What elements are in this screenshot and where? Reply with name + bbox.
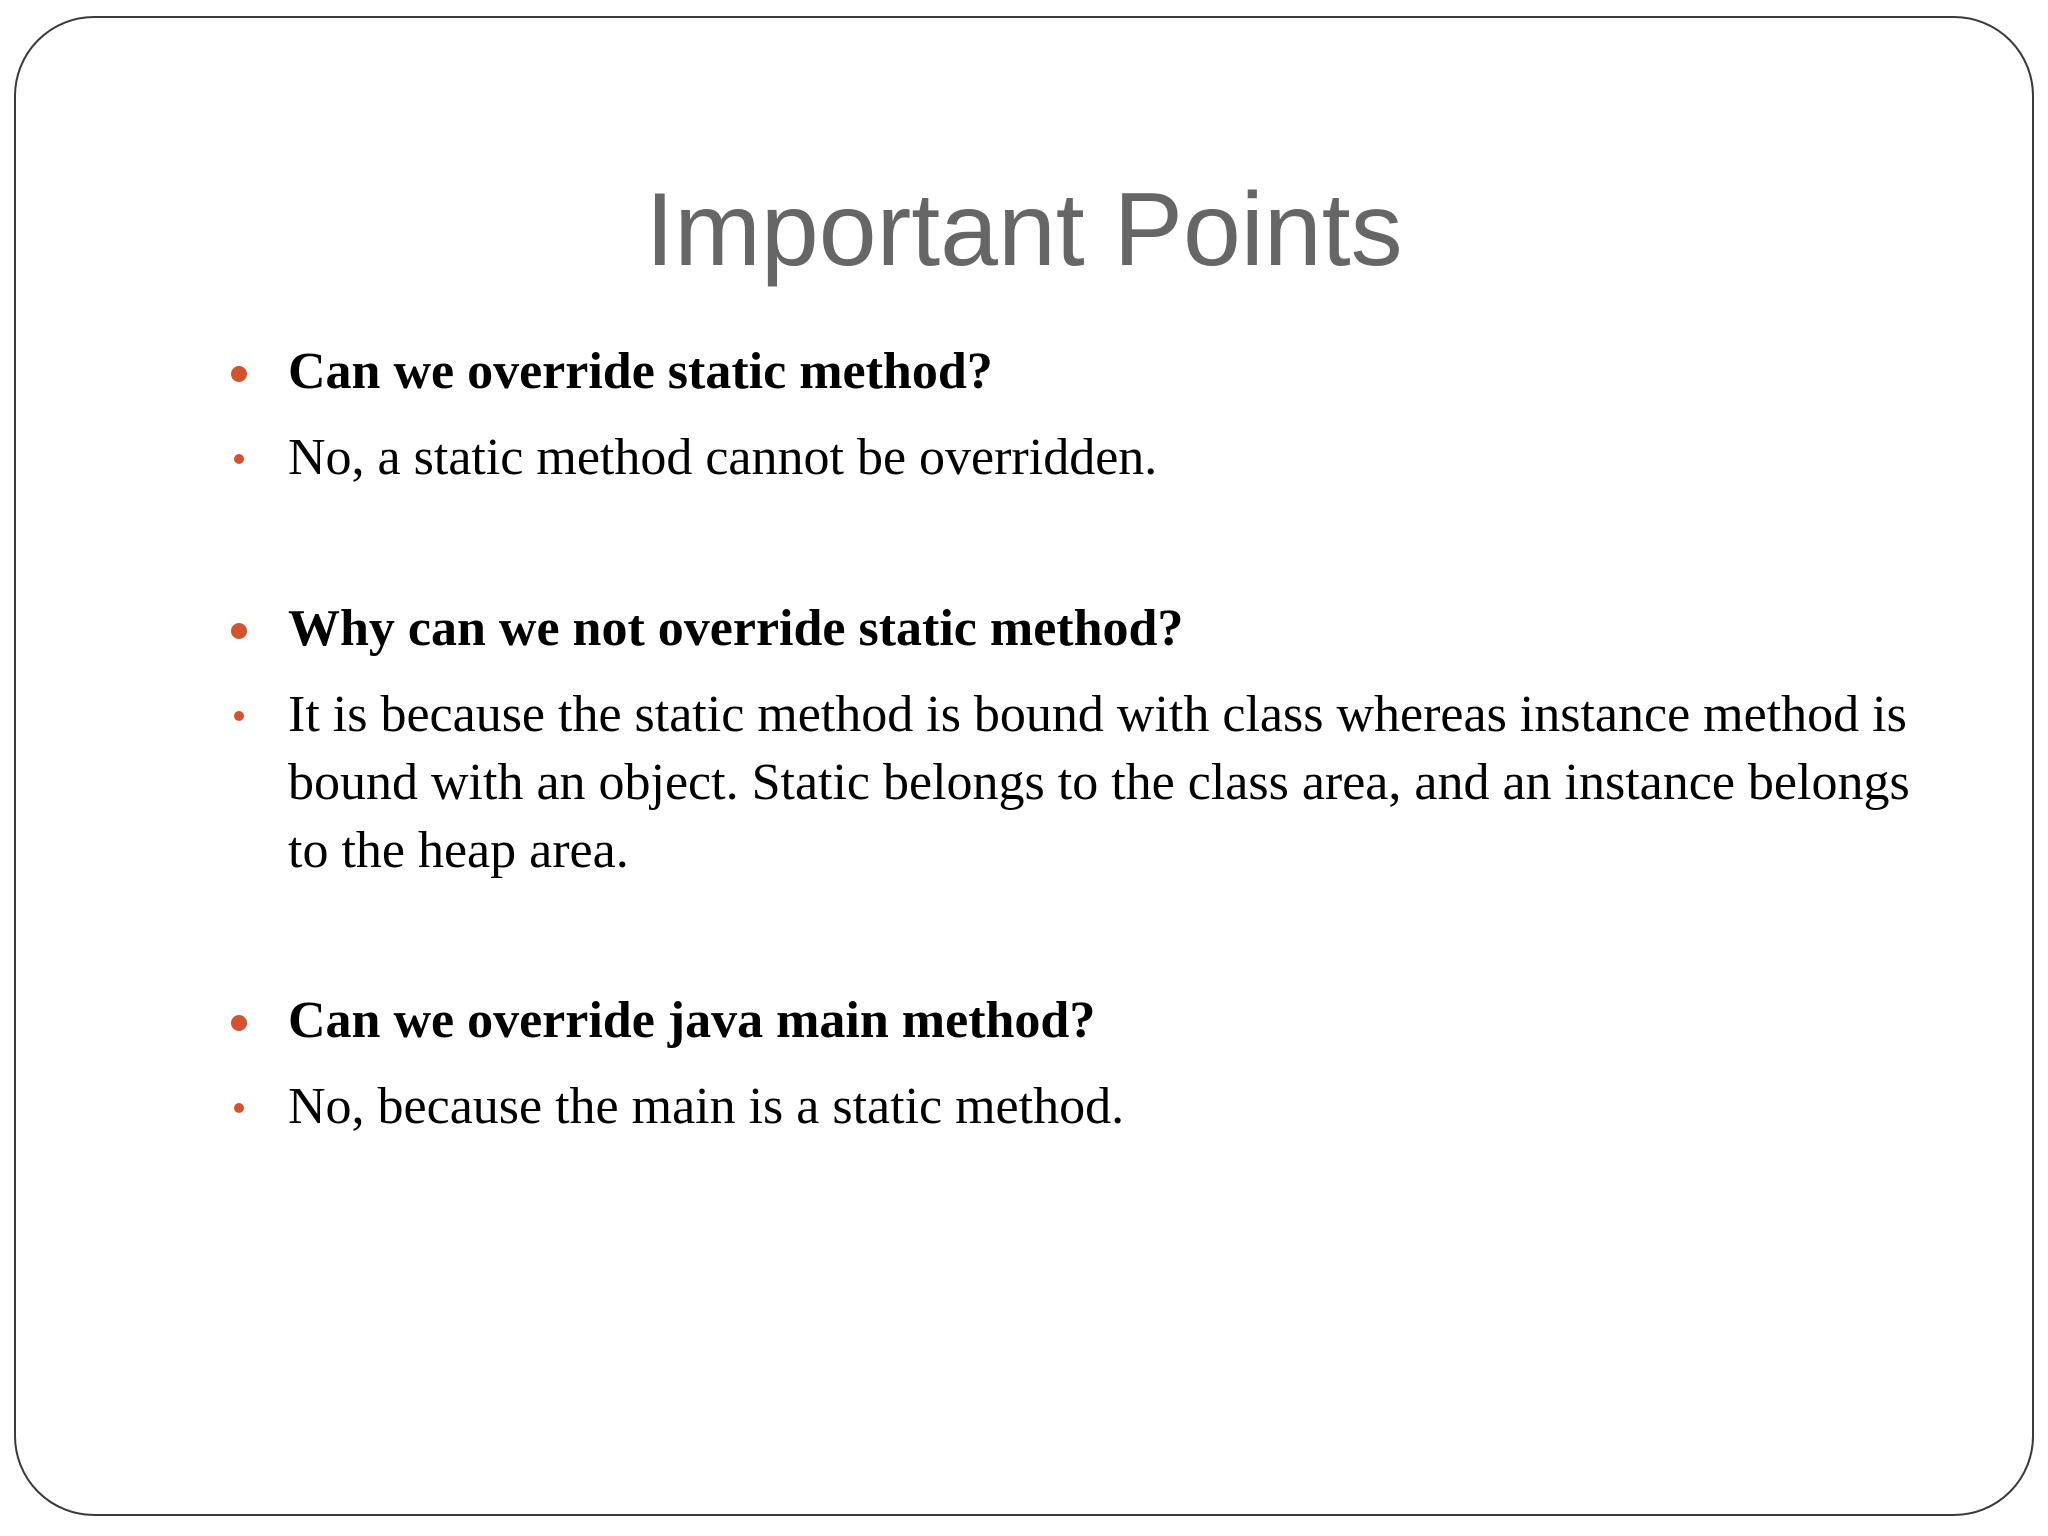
question-text: Can we override java main method?: [288, 992, 1096, 1049]
bullet-dot-icon: [231, 623, 247, 639]
question-item: [288, 595, 1928, 663]
answer-item: [288, 681, 1928, 885]
answer-item: [288, 1073, 1928, 1141]
question-item: [288, 987, 1928, 1055]
answer-text: No, a static method cannot be overridden.: [288, 429, 1158, 486]
question-text: Why can we not override static method?: [288, 600, 1184, 657]
question-item: [288, 338, 1928, 406]
question-text: Can we override static method?: [288, 343, 993, 400]
answer-text: No, because the main is a static method.: [288, 1078, 1125, 1135]
bullet-dot-icon: [231, 366, 247, 382]
answer-text: It is because the static method is bound with class whereas instance method is bound with an object. Static belongs to the class area, and an instance belongs to the heap area.: [288, 686, 1910, 879]
bullet-dot-icon: [234, 1103, 244, 1113]
bullet-dot-icon: [231, 1015, 247, 1031]
bullet-dot-icon: [234, 711, 244, 721]
slide-title: Important Points: [645, 172, 1403, 288]
answer-item: [288, 424, 1928, 492]
bullet-dot-icon: [234, 454, 244, 464]
